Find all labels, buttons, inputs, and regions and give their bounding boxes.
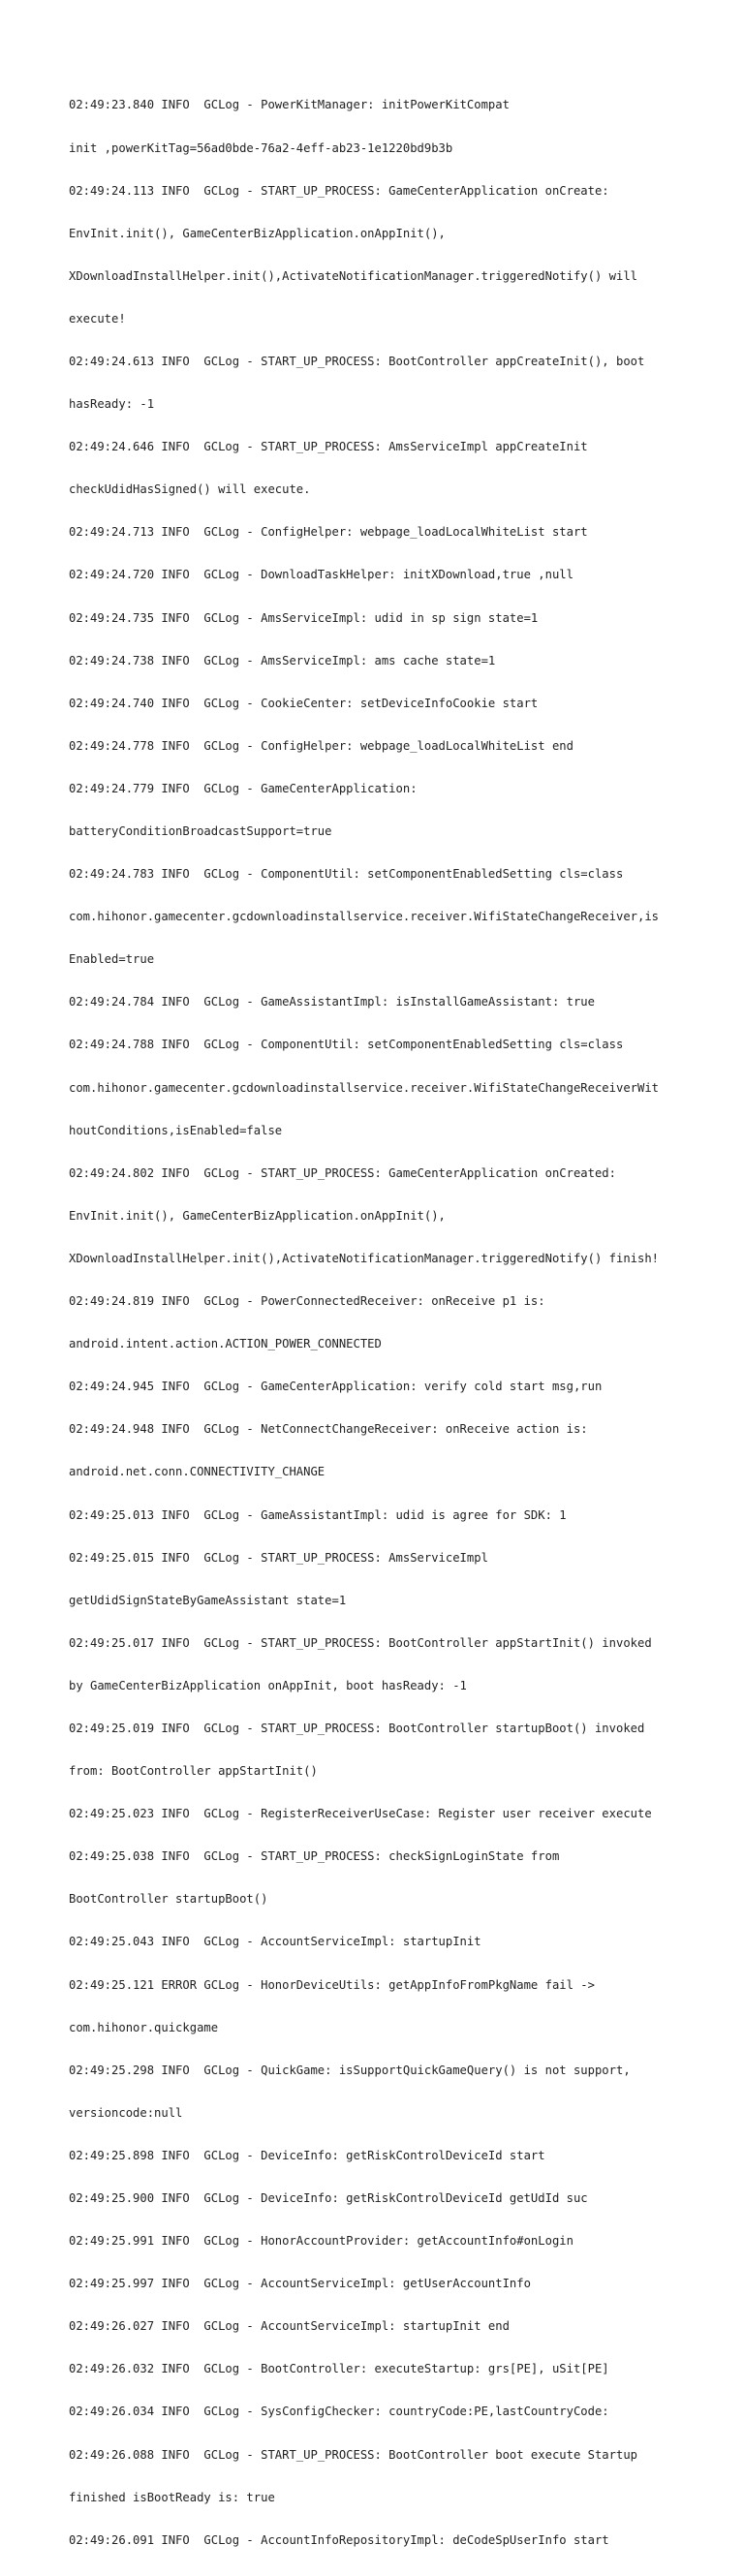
log-line: houtConditions,isEnabled=false — [69, 1123, 283, 1137]
log-line: 02:49:24.613 INFO GCLog - START_UP_PROCESS: BootController appCreateInit(), boot — [69, 354, 645, 368]
log-line: EnvInit.init(), GameCenterBizApplication.onAppInit(), — [69, 226, 446, 240]
log-line: XDownloadInstallHelper.init(),ActivateNotificationManager.triggeredNotify() will — [69, 268, 637, 283]
log-line: 02:49:24.735 INFO GCLog - AmsServiceImpl: udid in sp sign state=1 — [69, 610, 539, 625]
log-line: com.hihonor.gamecenter.gcdownloadinstallservice.receiver.WifiStateChangeReceiver,is — [69, 910, 660, 924]
log-line: 02:49:25.038 INFO GCLog - START_UP_PROCESS: checkSignLoginState from — [69, 1849, 560, 1864]
log-line: from: BootController appStartInit() — [69, 1764, 318, 1779]
log-line: 02:49:24.713 INFO GCLog - ConfigHelper: webpage_loadLocalWhiteList start — [69, 525, 588, 540]
log-line: 02:49:25.991 INFO GCLog - HonorAccountProvider: getAccountInfo#onLogin — [69, 2234, 574, 2249]
log-line: 02:49:26.034 INFO GCLog - SysConfigChecker: countryCode:PE,lastCountryCode: — [69, 2405, 609, 2419]
log-line: 02:49:24.788 INFO GCLog - ComponentUtil: setComponentEnabledSetting cls=class — [69, 1038, 624, 1052]
log-line: 02:49:24.738 INFO GCLog - AmsServiceImpl: ams cache state=1 — [69, 653, 496, 667]
log-line: 02:49:24.945 INFO GCLog - GameCenterApplication: verify cold start msg,run — [69, 1380, 603, 1394]
log-line: 02:49:24.948 INFO GCLog - NetConnectChangeReceiver: onReceive action is: — [69, 1422, 588, 1437]
log-line: 02:49:24.784 INFO GCLog - GameAssistantImpl: isInstallGameAssistant: true — [69, 995, 595, 1009]
log-line: execute! — [69, 311, 126, 326]
log-line: 02:49:26.091 INFO GCLog - AccountInfoRepositoryImpl: deCodeSpUserInfo start — [69, 2532, 609, 2547]
log-line: 02:49:25.898 INFO GCLog - DeviceInfo: getRiskControlDeviceId start — [69, 2148, 545, 2162]
log-line: 02:49:24.740 INFO GCLog - CookieCenter: setDeviceInfoCookie start — [69, 696, 539, 710]
log-line: 02:49:26.027 INFO GCLog - AccountServiceImpl: startupInit end — [69, 2319, 510, 2334]
log-line: android.net.conn.CONNECTIVITY_CHANGE — [69, 1465, 326, 1479]
log-line: 02:49:24.779 INFO GCLog - GameCenterApplication: — [69, 781, 418, 795]
log-text-block — [69, 70, 689, 2576]
log-line: 02:49:24.113 INFO GCLog - START_UP_PROCESS: GameCenterApplication onCreate: — [69, 183, 609, 198]
log-line: 02:49:25.043 INFO GCLog - AccountServiceImpl: startupInit — [69, 1935, 481, 1949]
log-line: 02:49:25.121 ERROR GCLog - HonorDeviceUtils: getAppInfoFromPkgName fail -> — [69, 1977, 595, 1992]
log-line: 02:49:25.298 INFO GCLog - QuickGame: isSupportQuickGameQuery() is not support, — [69, 2063, 631, 2077]
log-line: android.intent.action.ACTION_POWER_CONNECTED — [69, 1337, 382, 1351]
log-line: 02:49:25.023 INFO GCLog - RegisterReceiverUseCase: Register user receiver execute — [69, 1807, 652, 1821]
log-line: Enabled=true — [69, 952, 155, 967]
log-line: 02:49:25.900 INFO GCLog - DeviceInfo: getRiskControlDeviceId getUdId suc — [69, 2191, 588, 2205]
log-line: 02:49:25.017 INFO GCLog - START_UP_PROCESS: BootController appStartInit() invoked — [69, 1635, 652, 1650]
log-line: by GameCenterBizApplication onAppInit, boot hasReady: -1 — [69, 1678, 467, 1692]
log-line: init ,powerKitTag=56ad0bde-76a2-4eff-ab23-1e1220bd9b3b — [69, 140, 453, 155]
log-line: 02:49:25.013 INFO GCLog - GameAssistantImpl: udid is agree for SDK: 1 — [69, 1507, 567, 1522]
log-line: 02:49:26.088 INFO GCLog - START_UP_PROCESS: BootController boot execute Startup — [69, 2447, 637, 2462]
log-line: 02:49:24.720 INFO GCLog - DownloadTaskHelper: initXDownload,true ,null — [69, 568, 574, 582]
log-line: 02:49:24.783 INFO GCLog - ComponentUtil: setComponentEnabledSetting cls=class — [69, 867, 624, 882]
log-line: com.hihonor.quickgame — [69, 2020, 219, 2034]
log-line: 02:49:24.646 INFO GCLog - START_UP_PROCESS: AmsServiceImpl appCreateInit — [69, 440, 588, 454]
log-line: 02:49:24.819 INFO GCLog - PowerConnectedReceiver: onReceive p1 is: — [69, 1294, 545, 1309]
log-line: getUdidSignStateByGameAssistant state=1 — [69, 1593, 347, 1607]
log-line: 02:49:25.015 INFO GCLog - START_UP_PROCESS: AmsServiceImpl — [69, 1550, 488, 1565]
log-line: EnvInit.init(), GameCenterBizApplication.onAppInit(), — [69, 1208, 446, 1223]
log-line: checkUdidHasSigned() will execute. — [69, 482, 311, 497]
log-line: 02:49:24.802 INFO GCLog - START_UP_PROCESS: GameCenterApplication onCreated: — [69, 1165, 616, 1180]
log-line: 02:49:26.032 INFO GCLog - BootController: executeStartup: grs[PE], uSit[PE] — [69, 2362, 609, 2376]
log-line: 02:49:25.019 INFO GCLog - START_UP_PROCESS: BootController startupBoot() invoked — [69, 1721, 645, 1735]
log-line: finished isBootReady is: true — [69, 2490, 275, 2504]
log-line: hasReady: -1 — [69, 397, 155, 412]
log-line: BootController startupBoot() — [69, 1892, 268, 1907]
log-line: versioncode:null — [69, 2105, 183, 2120]
log-line: 02:49:24.778 INFO GCLog - ConfigHelper: webpage_loadLocalWhiteList end — [69, 738, 574, 753]
log-line: 02:49:23.840 INFO GCLog - PowerKitManager: initPowerKitCompat — [69, 98, 510, 112]
log-line: 02:49:25.997 INFO GCLog - AccountServiceImpl: getUserAccountInfo — [69, 2277, 531, 2291]
log-line: XDownloadInstallHelper.init(),ActivateNotificationManager.triggeredNotify() finish! — [69, 1251, 660, 1265]
log-line: com.hihonor.gamecenter.gcdownloadinstallservice.receiver.WifiStateChangeReceiverWit — [69, 1080, 660, 1095]
log-line: batteryConditionBroadcastSupport=true — [69, 824, 332, 838]
